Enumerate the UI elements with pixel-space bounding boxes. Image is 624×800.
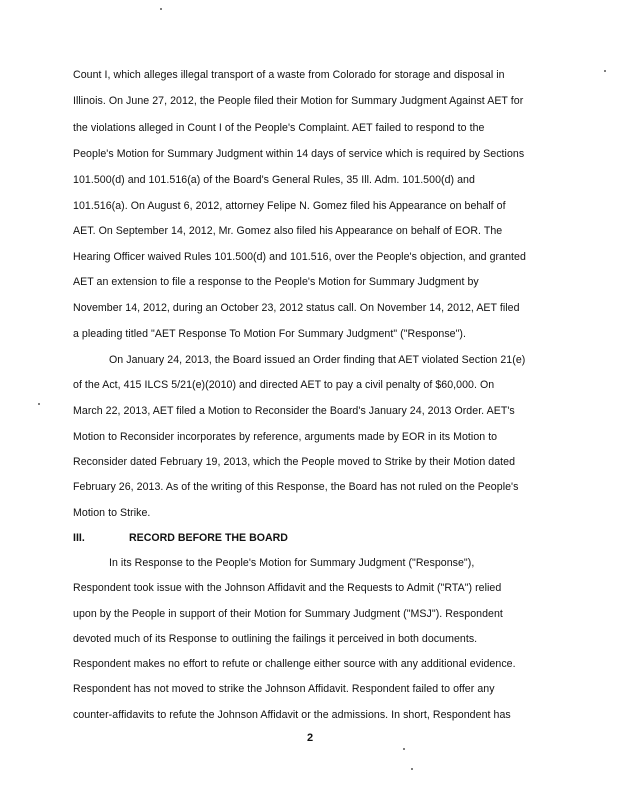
section-heading: RECORD BEFORE THE BOARD (129, 532, 288, 544)
body-line: People's Motion for Summary Judgment within 14 days of service which is required by Sections (73, 148, 525, 160)
scan-speck (160, 8, 162, 10)
body-line: Motion to Reconsider incorporates by reference, arguments made by EOR in its Motion to (73, 431, 498, 443)
body-line: the violations alleged in Count I of the People's Complaint. AET failed to respond to the (73, 122, 485, 134)
body-line: In its Response to the People's Motion for Summary Judgment ("Response"), (109, 557, 475, 569)
body-line: Respondent has not moved to strike the Johnson Affidavit. Respondent failed to offer any (73, 683, 495, 695)
body-line: counter-affidavits to refute the Johnson Affidavit or the admissions. In short, Respondent has (73, 709, 511, 721)
body-line: upon by the People in support of their Motion for Summary Judgment ("MSJ"). Respondent (73, 608, 503, 620)
body-line: AET an extension to file a response to the People's Motion for Summary Judgment by (73, 276, 479, 288)
body-line: February 26, 2013. As of the writing of this Response, the Board has not ruled on the People's (73, 481, 519, 493)
body-line: 101.516(a). On August 6, 2012, attorney Felipe N. Gomez filed his Appearance on behalf of (73, 200, 506, 212)
body-line: Respondent makes no effort to refute or challenge either source with any additional evidence. (73, 658, 516, 670)
section-number: III. (73, 532, 85, 544)
body-line: AET. On September 14, 2012, Mr. Gomez also filed his Appearance on behalf of EOR. The (73, 225, 503, 237)
body-line: Count I, which alleges illegal transport of a waste from Colorado for storage and disposal in (73, 69, 505, 81)
scan-speck (411, 768, 413, 770)
scan-speck (604, 70, 606, 72)
body-line: Motion to Strike. (73, 507, 151, 519)
body-line: a pleading titled "AET Response To Motion For Summary Judgment" ("Response"). (73, 328, 466, 340)
body-line: On January 24, 2013, the Board issued an Order finding that AET violated Section 21(e) (109, 354, 526, 366)
body-line: 101.500(d) and 101.516(a) of the Board's General Rules, 35 Ill. Adm. 101.500(d) and (73, 174, 475, 186)
body-line: Respondent took issue with the Johnson Affidavit and the Requests to Admit ("RTA") relied (73, 582, 502, 594)
body-line: March 22, 2013, AET filed a Motion to Reconsider the Board's January 24, 2013 Order. AET's (73, 405, 515, 417)
body-line: Illinois. On June 27, 2012, the People filed their Motion for Summary Judgment Against AET for (73, 95, 524, 107)
body-line: Reconsider dated February 19, 2013, which the People moved to Strike by their Motion dated (73, 456, 516, 468)
body-line: devoted much of its Response to outlining the failings it perceived in both documents. (73, 633, 478, 645)
body-line: of the Act, 415 ILCS 5/21(e)(2010) and directed AET to pay a civil penalty of $60,000. On (73, 379, 495, 391)
page-number: 2 (307, 732, 314, 744)
scan-speck (403, 748, 405, 750)
scan-speck (38, 403, 40, 405)
body-line: November 14, 2012, during an October 23, 2012 status call. On November 14, 2012, AET filed (73, 302, 520, 314)
body-line: Hearing Officer waived Rules 101.500(d) and 101.516, over the People's objection, and granted (73, 251, 526, 263)
